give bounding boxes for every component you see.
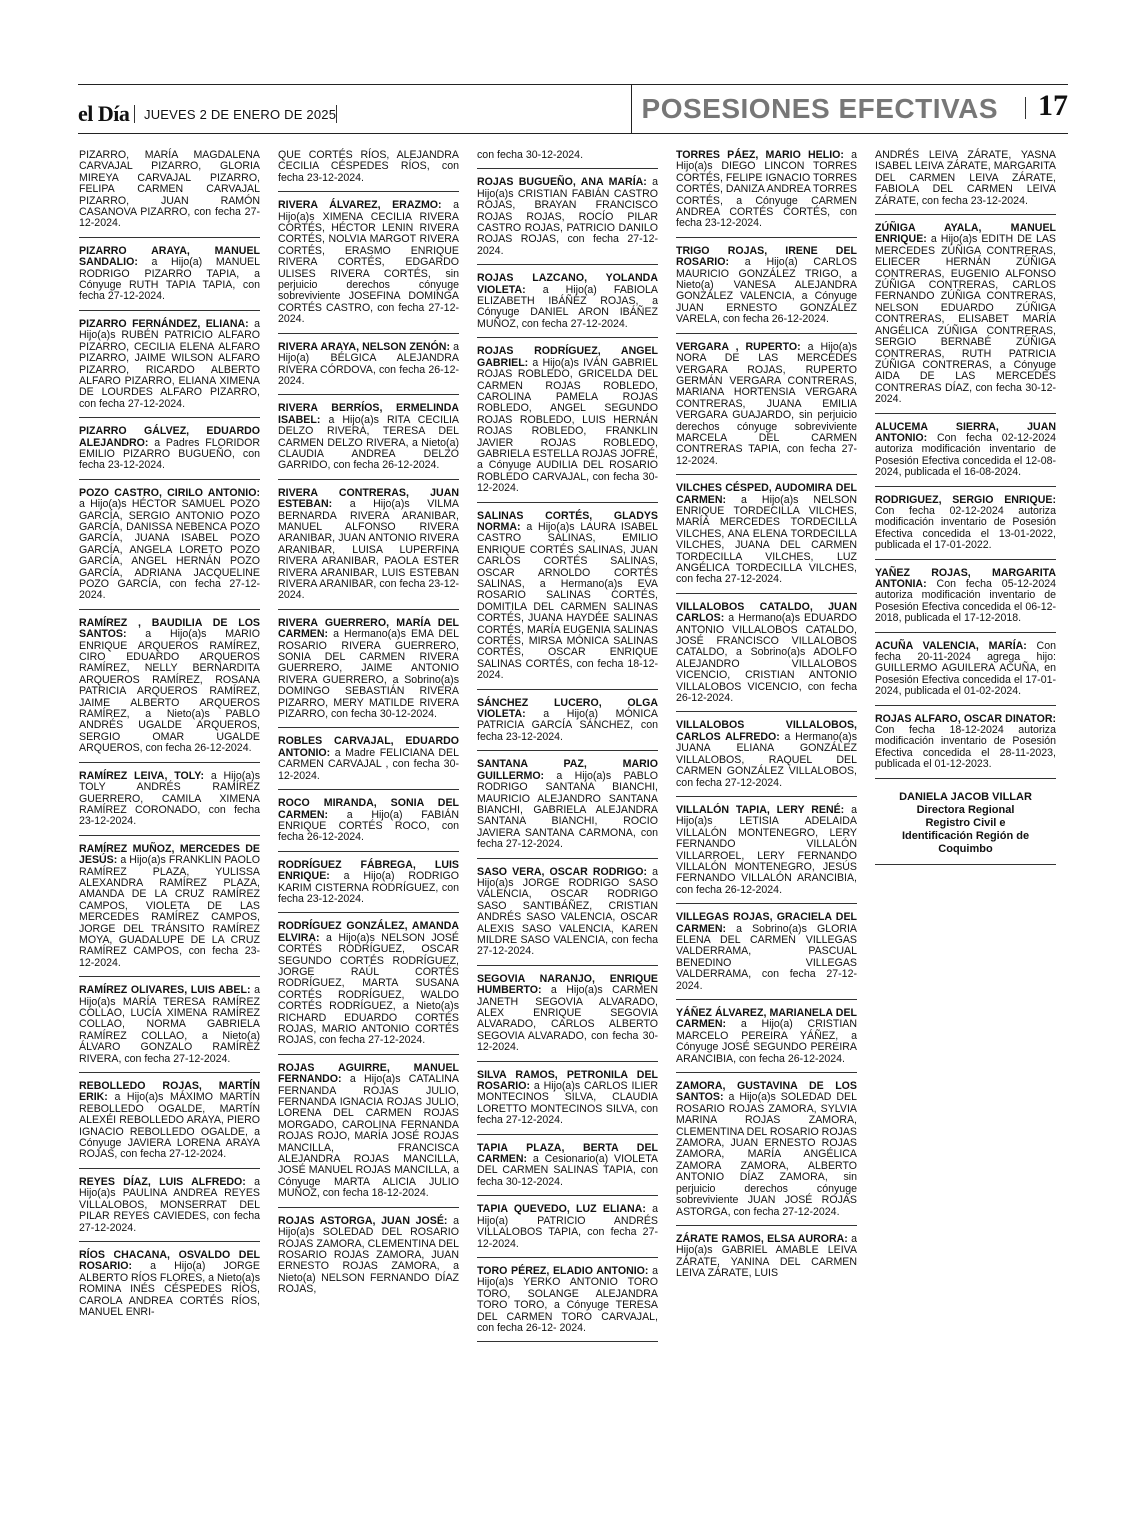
notice-column <box>79 150 260 1333</box>
deceased-name: ZÚÑIGA AYALA, MANUEL ENRIQUE: <box>875 222 1056 246</box>
deceased-name: RIVERA ARAYA, NELSON ZENÓN: <box>278 340 450 353</box>
notice-entry <box>676 150 857 238</box>
notice-entry <box>477 273 658 338</box>
notice-text: a Hijo(a)s CARLOS ILIER MONTECINOS SILVA, CLAUDIA LORETTO MONTECINOS SILVA, con fecha 27-12-2024. <box>477 1080 658 1127</box>
notice-entry <box>676 1081 857 1226</box>
deceased-name: SASO VERA, OSCAR RODRIGO: <box>477 865 648 878</box>
deceased-name: TRIGO ROJAS, IRENE DEL ROSARIO: <box>676 244 857 269</box>
deceased-name: REBOLLEDO ROJAS, MARTÍN ERIK: <box>79 1080 260 1104</box>
notice-text: a Hijo(a) FABIOLA ELIZABETH IBÁÑEZ ROJAS, a Cónyuge DANIEL ARON IBÁÑEZ MUÑOZ, con fecha 27-12-2024. <box>477 283 658 330</box>
notice-text: a Hermano(a)s EMA DEL ROSARIO RIVERA GUERRERO, SONIA DEL CARMEN RIVERA GUERRERO, JAIME ANTONIO RIVERA GUERRERO, a Sobrino(a)s DOMINGO SEBASTIÁN RIVERA PIZARRO, MERY MATILDE RIVERA PIZARRO, con fecha 30-12-2024. <box>278 628 459 721</box>
deceased-name: ROJAS AGUIRRE, MANUEL FERNANDO: <box>278 1061 459 1086</box>
deceased-name: VILLALOBOS CATALDO, JUAN CARLOS: <box>676 600 857 625</box>
notice-entry <box>79 1177 260 1242</box>
notice-text: a Hijo(a) CRISTIAN MARCELO PEREIRA YÁÑEZ, a Cónyuge JOSÉ SEGUNDO PEREIRA ARANCIBIA, con fecha 26-12-2024. <box>676 1018 857 1065</box>
notice-text: a Hijo(a)s EDITH DE LAS MERCEDES ZÚÑIGA CONTRERAS, ELIECER HERNÁN ZÚÑIGA CONTRERAS, EUGENIO ALFONSO ZÚÑIGA CONTRERAS, CARLOS FERNANDO ZÚÑIGA CONTRERAS, NELSON EDUARDO ZÚÑIGA CONTRERAS, ELISABET MARÍA ANGÉLICA ZÚÑIGA CONTRERAS, SERGIO BERNABÉ ZÚÑIGA CONTRERAS, RUTH PATRICIA ZÚÑIGA CONTRERAS, a Cónyuge AIDA DE LAS MERCEDES CONTRERAS DÍAZ, con fecha 30-12-2024. <box>875 233 1056 406</box>
notice-column <box>676 150 857 1295</box>
notice-entry <box>875 422 1056 487</box>
deceased-name: SANTANA PAZ, MARIO GUILLERMO: <box>477 758 658 782</box>
notice-text: a Hijo(a)s HÉCTOR SAMUEL POZO GARCÍA, SERGIO ANTONIO POZO GARCÍA, DANISSA NEBENCA POZO GARCÍA, JUANA ISABEL POZO GARCÍA, ANGELA LORETO POZO GARCÍA, ANGEL HERNÁN POZO GARCÍA, ADRIANA JACQUELINE POZO GARCÍA, con fecha 27-12-2024. <box>79 498 260 602</box>
notice-text: a Hijo(a)s CARMEN JANETH SEGOVIA ALVARADO, ALEX ENRIQUE SEGOVIA ALVARADO, CARLOS ALBERTO SEGOVIA ALVARADO, con fecha 30-12-2024. <box>477 984 658 1054</box>
notice-entry <box>676 912 857 1000</box>
notice-text: a Hijo(a) BÉLGICA ALEJANDRA RIVERA CÓRDOVA, con fecha 26-12-2024. <box>278 340 459 387</box>
deceased-name: YAÑEZ ROJAS, MARGARITA ANTONIA: <box>875 566 1056 590</box>
signature-block <box>875 787 1056 865</box>
deceased-name: VERGARA , RUPERTO: <box>676 340 801 353</box>
notice-entry <box>79 985 260 1073</box>
notice-text: a Hijo(a)s TOLY ANDRÉS RAMÍREZ GUERRERO, CAMILA XIMENA RAMÍREZ CORONADO, con fecha 23-12-2024. <box>79 769 260 828</box>
header-separator <box>1025 97 1026 119</box>
deceased-name: TAPIA QUEVEDO, LUZ ELIANA: <box>477 1203 646 1216</box>
notice-text: a Hermano(a)s JUANA ELIANA GONZÁLEZ VILLALOBOS, RAQUEL DEL CARMEN GONZÁLEZ VILLALOBOS, con fecha 27-12-2024. <box>676 730 857 789</box>
notice-text: a Hijo(a)s MARIO ENRIQUE ARQUEROS RAMÍREZ, CIRO EDUARDO ARQUEROS RAMÍREZ, NELLY BERNARDITA ARQUEROS RAMÍREZ, ROSANA PATRICIA ARQUEROS RAMÍREZ, JAIME ALBERTO ARQUEROS RAMÍREZ, a Nieto(a)s PABLO ANDRÉS UGALDE ARQUEROS, SERGIO OMAR UGALDE ARQUEROS, con fecha 26-12-2024. <box>79 628 260 755</box>
notice-text: PIZARRO, MARÍA MAGDALENA CARVAJAL PIZARRO, GLORIA MIREYA CARVAJAL PIZARRO, FELIPA CARMEN CARVAJAL PIZARRO, JUAN RAMÓN CASANOVA PIZARRO, con fecha 27-12-2024. <box>79 149 260 230</box>
notice-text: a Hijo(a) FABIÁN ENRIQUE CORTÉS ROCO, con fecha 26-12-2024. <box>278 808 459 844</box>
notice-entry <box>79 319 260 418</box>
notice-entry <box>477 1204 658 1258</box>
notice-text: a Sobrino(a)s GLORIA ELENA DEL CARMEN VILLEGAS VALDERRAMA, PASCUAL BENEDINO VILLEGAS VALDERRAMA, con fecha 27-12-2024. <box>676 922 857 992</box>
notice-text: a Hijo(a)s RUBÉN PATRICIO ALFARO PIZARRO, CECILIA ELENA ALFARO PIZARRO, JAIME WILSON ALFARO PIZARRO, RICARDO ALBERTO ALFARO PIZARRO, ELIANA XIMENA DE LOURDES ALFARO PIZARRO, con fecha 27-12-2024. <box>79 317 260 410</box>
notice-entry <box>79 426 260 480</box>
notice-entry <box>676 1234 857 1287</box>
notice-entry <box>278 403 459 479</box>
notice-text: a Hijo(a)s MARÍA TERESA RAMÍREZ COLLAO, LUCÍA XIMENA RAMÍREZ COLLAO, NORMA GABRIELA RAMÍREZ COLLAO, a Nieto(a) ÁLVARO GONZALO RAMÍREZ RIVERA, con fecha 27-12-2024. <box>79 984 260 1065</box>
deceased-name: RODRÍGUEZ FÁBREGA, LUIS ENRIQUE: <box>278 858 459 883</box>
notice-text: a Hijo(a)s RITA CECILIA DELZO RIVERA, TERESA DEL CARMEN DELZO RIVERA, a Nieto(a) CLAUDIA ANDREA DELZO GARRIDO, con fecha 26-12-2024. <box>278 413 459 472</box>
deceased-name: RODRIGUEZ, SERGIO ENRIQUE: <box>875 493 1056 506</box>
notice-text: a Hijo(a)s YERKO ANTONIO TORO TORO, SOLANGE ALEJANDRA TORO TORO, a Cónyuge TERESA DEL CARMEN TORO CARVAJAL, con fecha 26-12- 2024. <box>477 1264 658 1334</box>
notice-text: a Hijo(a)s CATALINA FERNANDA ROJAS JULIO, FERNANDA IGNACIA ROJAS JULIO, LORENA DEL CARMEN ROJAS MORGADO, CAROLINA FERNANDA ROJAS ROJO, MARÍA JOSÉ ROJAS MANCILLA, FRANCISCA ALEJANDRA ROJAS MANCILLA, JOSÉ MANUEL ROJAS MANCILLA, a Cónyuge MARTA ALICIA JULIO MUÑOZ, con fecha 18-12-2024. <box>278 1073 459 1200</box>
notice-entry <box>676 602 857 713</box>
header-separator <box>134 105 135 123</box>
notice-entry <box>278 150 459 192</box>
notice-text: a Hijo(a)s DIEGO LINCON TORRES CORTÉS, FELIPE IGNACIO TORRES CORTÉS, DANIZA ANDREA TORRES CORTÉS, a Cónyuge CARMEN ANDREA CORTÉS CORTÉS, con fecha 23-12-2024. <box>676 149 857 230</box>
notice-entry <box>676 342 857 475</box>
notice-text: QUE CORTÉS RÍOS, ALEJANDRA CECILIA CÉSPEDES RÍOS, con fecha 23-12-2024. <box>278 149 459 184</box>
notice-text: a Hijo(a)s LETISIA ADELAIDA VILLALÓN MONTENEGRO, LERY FERNANDO VILLALÓN VILLARROEL, LERY FERNANDO VILLALÓN MONTENEGRO, JESÚS FERNANDO VILLALÓN ARANCIBIA, con fecha 26-12-2024. <box>676 803 857 896</box>
notice-entry <box>676 805 857 904</box>
deceased-name: VILLEGAS ROJAS, GRACIELA DEL CARMEN: <box>676 911 857 935</box>
notice-entry <box>278 860 459 914</box>
deceased-name: PIZARRO ARAYA, MANUEL SANDALIO: <box>79 244 260 269</box>
notice-entry <box>477 150 658 169</box>
deceased-name: SILVA RAMOS, PETRONILA DEL ROSARIO: <box>477 1068 658 1093</box>
notice-text: Con fecha 20-11-2024 agrega hijo: GUILLERMO AGUILERA ACUÑA, en Posesión Efectiva concedida el 17-01-2024, publicada el 01-02-2024. <box>875 639 1056 698</box>
notice-text: a Hermano(a)s EDUARDO ANTONIO VILLALOBOS CATALDO, JOSÉ FRANCISCO VILLALOBOS CATALDO, a Sobrino(a)s ADOLFO ALEJANDRO VILLALOBOS VICENCIO, CRISTIAN ANTONIO VILLALOBOS VICENCIO, con fecha 26-12-2024. <box>676 612 857 705</box>
notice-entry <box>79 150 260 238</box>
deceased-name: ROJAS BUGUEÑO, ANA MARÍA: <box>477 176 647 189</box>
signature-line4: Coquimbo <box>938 842 993 855</box>
notice-entry <box>477 974 658 1062</box>
notice-entry <box>278 200 459 333</box>
notice-entry <box>477 511 658 690</box>
notice-entry <box>875 568 1056 633</box>
notice-entry <box>79 1250 260 1325</box>
notice-text: a Hijo(a)s SOLEDAD DEL ROSARIO ROJAS ZAMORA, CLEMENTINA DEL ROSARIO ROJAS ZAMORA, JUAN ERNESTO ROJAS ZAMORA, a Nieto(a) NELSON FERNANDO DÍAZ ROJAS, <box>278 1214 459 1296</box>
deceased-name: SALINAS CORTÉS, GLADYS NORMA: <box>477 509 658 533</box>
deceased-name: ZAMORA, GUSTAVINA DE LOS SANTOS: <box>676 1080 857 1104</box>
notice-text: a Hijo(a)s JORGE RODRIGO SASO VALENCIA, OSCAR RODRIGO SASO SANTIBÁÑEZ, CRISTIAN ANDRÉS SASO VALENCIA, OSCAR ALEXIS SASO VALENCIA, KAREN MILDRE SASO VALENCIA, con fecha 27-12-2024. <box>477 865 658 958</box>
deceased-name: SÁNCHEZ LUCERO, OLGA VIOLETA: <box>477 696 658 721</box>
deceased-name: RIVERA ÁLVAREZ, ERAZMO: <box>278 199 442 212</box>
deceased-name: REYES DÍAZ, LUIS ALFREDO: <box>79 1175 246 1188</box>
notice-text: Con fecha 02-12-2024 autoriza modificación inventario de Posesión Efectiva concedida el 13-01-2022, publicada el 17-01-2022. <box>875 504 1056 552</box>
notice-text: a Cesionario(a) VIOLETA DEL CARMEN SALINAS TAPIA, con fecha 30-12-2024. <box>477 1153 658 1188</box>
notice-entry <box>477 759 658 858</box>
notice-entry <box>875 714 1056 779</box>
deceased-name: ZÁRATE RAMOS, ELSA AURORA: <box>676 1232 848 1245</box>
notice-entry <box>477 1070 658 1135</box>
deceased-name: RIVERA CONTRERAS, JUAN ESTEBAN: <box>278 486 459 511</box>
notice-text: a Hijo(a) RODRIGO KARIM CISTERNA RODRÍGUEZ, con fecha 23-12-2024. <box>278 870 459 905</box>
notice-entry <box>278 488 459 610</box>
notice-text: a Hijo(a) PATRICIO ANDRÉS VILLALOBOS TAPIA, con fecha 27-12-2024. <box>477 1203 658 1250</box>
deceased-name: TAPIA PLAZA, BERTA DEL CARMEN: <box>477 1141 658 1166</box>
signature-line2: Registro Civil e <box>925 816 1006 829</box>
page-header <box>78 84 1068 134</box>
deceased-name: TORO PÉREZ, ELADIO ANTONIO: <box>477 1264 649 1277</box>
deceased-name: TORRES PÁEZ, MARIO HELIO: <box>676 149 844 161</box>
deceased-name: RIVERA GUERRERO, MARÍA DEL CARMEN: <box>278 616 459 641</box>
deceased-name: SEGOVIA NARANJO, ENRIQUE HUMBERTO: <box>477 972 658 997</box>
notice-text: a Hijo(a)s SOLEDAD DEL ROSARIO ROJAS ZAMORA, SYLVIA MARINA ROJAS ZAMORA, CLEMENTINA DEL ROSARIO ROJAS ZAMORA, JUAN ERNESTO ROJAS ZAMORA, MARÍA ANGÉLICA ZAMORA ZAMORA, ALBERTO ANTONIO DÍAZ ZAMORA, sin perjuicio derechos cónyuge sobreviviente JUAN JOSÉ ROJAS ASTORGA, con fecha 27-12-2024. <box>676 1091 857 1218</box>
notice-text: a Hijo(a) CARLOS MAURICIO GONZÁLEZ TRIGO, a Nieto(a) VANESA ALEJANDRA GONZÁLEZ VALENCIA, a Cónyuge JUAN ERNESTO GONZÁLEZ VARELA, con fecha 26-12-2024. <box>676 256 857 326</box>
deceased-name: POZO CASTRO, CIRILO ANTONIO: <box>79 486 260 499</box>
notice-text: con fecha 30-12-2024. <box>477 149 584 161</box>
notice-entry <box>875 150 1056 215</box>
deceased-name: PIZARRO GÁLVEZ, EDUARDO ALEJANDRO: <box>79 425 260 449</box>
notice-entry <box>477 346 658 502</box>
signature-line3: Identificación Región de <box>901 829 1030 842</box>
notice-entry <box>79 618 260 763</box>
deceased-name: RODRÍGUEZ GONZÁLEZ, AMANDA ELVIRA: <box>278 920 459 944</box>
notice-entry <box>79 246 260 311</box>
notice-entry <box>676 1008 857 1073</box>
section-title: POSESIONES EFECTIVAS <box>641 93 998 124</box>
signature-name: DANIELA JACOB VILLAR <box>899 790 1032 803</box>
notice-column <box>278 150 459 1311</box>
notice-entry <box>477 1143 658 1197</box>
notice-entry <box>79 488 260 610</box>
notice-entry <box>278 736 459 790</box>
notice-entry <box>278 342 459 396</box>
notice-entry <box>278 1216 459 1303</box>
notice-text: a Hijo(a)s CRISTIAN FABIÁN CASTRO ROJAS, BRAYAN FRANCISCO ROJAS ROJAS, ROCÍO PILAR CASTRO ROJAS, PATRICIO DANILO ROJAS ROJAS, con fecha 27-12-2024. <box>477 176 658 257</box>
notice-entry <box>79 1081 260 1169</box>
deceased-name: RAMÍREZ LEIVA, TOLY: <box>79 769 205 782</box>
notice-text: Con fecha 05-12-2024 autoriza modificación inventario de Posesión Efectiva concedida el 06-12-2018, publicada el 17-12-2018. <box>875 578 1056 625</box>
notice-entry <box>875 223 1056 414</box>
newspaper-logo: el Día <box>78 101 130 126</box>
notice-text: a Padres FLORIDOR EMILIO PIZARRO BUGUEÑO, con fecha 23-12-2024. <box>79 436 260 472</box>
notice-entry <box>875 495 1056 560</box>
notice-text: a Hijo(a)s XIMENA CECILIA RIVERA CORTÉS, HÉCTOR LENIN RIVERA CORTÉS, NOLVIA MARGOT RIVERA CORTÉS, ERASMO ENRIQUE RIVERA CORTÉS, EDGARDO ULISES RIVERA CORTÉS, sin perjuicio derechos cónyuge sobreviviente JOSEFINA DOMINGA CORTÉS CASTRO, con fecha 27-12-2024. <box>278 199 459 326</box>
deceased-name: RAMÍREZ , BAUDILIA DE LOS SANTOS: <box>79 616 260 641</box>
header-separator <box>336 105 337 123</box>
notice-entry <box>477 177 658 265</box>
notice-column <box>875 150 1056 865</box>
notice-text: a Hijo(a)s NORA DE LAS MERCEDES VERGARA ROJAS, RUPERTO GERMÁN VERGARA CONTRERAS, MARIANA HORTENSIA VERGARA CONTRERAS, JUANA EMILIA VERGARA GUAJARDO, sin perjuicio derechos cónyuge sobreviviente MARCELA DEL CARMEN CONTRERAS TAPIA, con fecha 27-12-2024. <box>676 340 857 467</box>
notice-text: a Hijo(a)s PABLO RODRIGO SANTANA BIANCHI, MAURICIO ALEJANDRO SANTANA BIANCHI, GABRIELA ALEJANDRA SANTANA BIANCHI, ROCIO JAVIERA SANTANA CARMONA, con fecha 27-12-2024. <box>477 769 658 851</box>
notice-entry <box>875 641 1056 706</box>
notice-text: a Hijo(a) JORGE ALBERTO RÍOS FLORES, a Nieto(a)s ROMINA INÉS CÉSPEDES RÍOS, CAROLA ANDREA CORTÉS RÍOS, MANUEL ENRI- <box>79 1260 260 1318</box>
notice-text: Con fecha 02-12-2024 autoriza modificación inventario de Posesión Efectiva concedida el 12-08-2024, publicada el 16-08-2024. <box>875 431 1056 479</box>
notice-entry <box>477 1266 658 1342</box>
deceased-name: VILLALOBOS VILLALOBOS, CARLOS ALFREDO: <box>676 719 857 743</box>
deceased-name: VILLALÓN TAPIA, LERY RENÉ: <box>676 803 845 816</box>
notice-text: a Hijo(a)s MÁXIMO MARTÍN REBOLLEDO OGALDE, MARTÍN ALEXÉI REBOLLEDO ARAYA, PIERO IGNACIO REBOLLEDO OGALDE, a Cónyuge JAVIERA LORENA ARAYA ROJAS, con fecha 27-12-2024. <box>79 1091 260 1161</box>
signature-line1: Directora Regional <box>916 803 1015 816</box>
deceased-name: ROJAS RODRÍGUEZ, ANGEL GABRIEL: <box>477 345 658 369</box>
notice-text: a Hijo(a)s PAULINA ANDREA REYES VILLALOBOS, MONSERRAT DEL PILAR REYES CAVIEDES, con fecha 27-12-2024. <box>79 1175 260 1234</box>
deceased-name: ROCO MIRANDA, SONIA DEL CARMEN: <box>278 797 459 821</box>
deceased-name: RIVERA BERRÍOS, ERMELINDA ISABEL: <box>278 402 459 426</box>
notice-text: a Hijo(a) MÓNICA PATRICIA GARCÍA SÁNCHEZ, con fecha 23-12-2024. <box>477 708 658 743</box>
page-number: 17 <box>1038 89 1068 122</box>
header-divider <box>631 85 632 133</box>
deceased-name: RAMÍREZ OLIVARES, LUIS ABEL: <box>79 984 251 997</box>
notice-column <box>477 150 658 1350</box>
deceased-name: RÍOS CHACANA, OSVALDO DEL ROSARIO: <box>79 1248 260 1273</box>
notice-entry <box>676 483 857 594</box>
notice-text: a Hijo(a)s NELSON ENRIQUE TORDECILLA VILCHES, MARÍA MERCEDES TORDECILLA VILCHES, ANA ELENA TORDECILLA VILCHES, JUANA DEL CARMEN TORDECILLA VILCHES, LUZ ANGÉLICA TORDECILLA VILCHES, con fecha 27-12-2024. <box>676 493 857 586</box>
notice-text: a Hijo(a)s NELSON JOSÉ CORTÉS RODRÍGUEZ, OSCAR SEGUNDO CORTÉS RODRÍGUEZ, JORGE RAÚL CORTÉS RODRÍGUEZ, MARTA SUSANA CORTÉS RODRÍGUEZ, WALDO CORTÉS RODRÍGUEZ, a Nieto(a)s RICHARD EDUARDO CORTÉS ROJAS, MARIO ANTONIO CORTÉS ROJAS, con fecha 27-12-2024. <box>278 931 459 1047</box>
notice-text: a Hijo(a)s IVÁN GABRIEL ROJAS ROBLEDO, GRICELDA DEL CARMEN ROJAS ROBLEDO, CAROLINA PAMELA ROJAS ROBLEDO, ANGEL SEGUNDO ROJAS ROBLEDO, LUIS HERNÁN ROJAS ROBLEDO, FRANKLIN JAVIER ROJAS ROBLEDO, GABRIELA ESTELLA ROJAS JOFRÉ, a Cónyuge AUDILIA DEL ROSARIO ROBLEDO CARVAJAL, con fecha 30-12-2024. <box>477 356 658 495</box>
notice-entry <box>477 698 658 752</box>
notice-entry <box>278 1063 459 1208</box>
deceased-name: ROJAS ASTORGA, JUAN JOSÉ: <box>278 1214 448 1227</box>
notice-text: a Hijo(a)s LAURA ISABEL CASTRO SALINAS, EMILIO ENRIQUE CORTÉS SALINAS, JUAN CARLOS CORTÉS SALINAS, OSCAR ARNOLDO CORTÉS SALINAS, a Hermano(a)s EVA ROSARIO SALINAS CORTÉS, DOMITILA DEL CARMEN SALINAS CORTÉS, JUANA HAYDÉE SALINAS CORTÉS, MARÍA EUGENIA SALINAS CORTÉS, MIRSA MÓNICA SALINAS CORTÉS, OSCAR ENRIQUE SALINAS CORTÉS, con fecha 18-12-2024. <box>477 520 658 682</box>
notice-text: ANDRÉS LEIVA ZÁRATE, YASNA ISABEL LEIVA ZÁRATE, MARGARITA DEL CARMEN LEIVA ZÁRATE, FABIOLA DEL CARMEN LEIVA ZÁRATE, con fecha 23-12-2024. <box>875 149 1056 207</box>
deceased-name: ACUÑA VALENCIA, MARÍA: <box>875 639 1027 652</box>
deceased-name: VILCHES CÉSPED, AUDOMIRA DEL CARMEN: <box>676 482 857 506</box>
deceased-name: YÁÑEZ ÁLVAREZ, MARIANELA DEL CARMEN: <box>676 1007 857 1031</box>
deceased-name: RAMÍREZ MUÑOZ, MERCEDES DE JESÚS: <box>79 842 260 867</box>
issue-date: JUEVES 2 DE ENERO DE 2025 <box>144 107 337 122</box>
notice-text: a Hijo(a)s GABRIEL AMABLE LEIVA ZÁRATE, YANINA DEL CARMEN LEIVA ZÁRATE, LUIS <box>676 1232 857 1280</box>
notice-text: a Hijo(a)s VILMA BERNARDA RIVERA ARANIBAR, MANUEL ALFONSO RIVERA ARANIBAR, JUAN ANTONIO RIVERA ARANIBAR, LUISA LUPERFINA RIVERA ARANIBAR, PAOLA ESTER RIVERA ARANIBAR, LUIS ESTEBAN RIVERA ARANIBAR, con fecha 23-12-2024. <box>278 498 459 602</box>
notice-text: a Hijo(a) MANUEL RODRIGO PIZARRO TAPIA, a Cónyuge RUTH TAPIA TAPIA, con fecha 27-12-2024. <box>79 256 260 303</box>
notice-entry <box>278 921 459 1054</box>
deceased-name: ROJAS LAZCANO, YOLANDA VIOLETA: <box>477 272 658 296</box>
notice-entry <box>278 798 459 852</box>
deceased-name: ALUCEMA SIERRA, JUAN ANTONIO: <box>875 420 1056 444</box>
notice-entry <box>278 618 459 729</box>
notice-entry <box>676 246 857 334</box>
notice-text: a Madre FELICIANA DEL CARMEN CARVAJAL , con fecha 30-12-2024. <box>278 746 459 782</box>
notice-entry <box>79 771 260 836</box>
deceased-name: PIZARRO FERNÁNDEZ, ELIANA: <box>79 317 249 330</box>
notice-entry <box>79 844 260 977</box>
deceased-name: ROBLES CARVAJAL, EDUARDO ANTONIO: <box>278 735 459 759</box>
notice-text: Con fecha 18-12-2024 autoriza modificación inventario de Posesión Efectiva concedida el 28-11-2023, publicada el 01-12-2023. <box>875 724 1056 771</box>
notice-entry <box>676 720 857 796</box>
notice-entry <box>477 867 658 966</box>
deceased-name: ROJAS ALFARO, OSCAR DINATOR: <box>875 712 1056 725</box>
notice-text: a Hijo(a)s FRANKLIN PAOLO RAMÍREZ PLAZA, YULISSA ALEXANDRA RAMÍREZ PLAZA, AMANDA DE LA CRUZ RAMÍREZ CAMPOS, VIOLETA DE LAS MERCEDES RAMÍREZ CAMPOS, JORGE DEL TRÁNSITO RAMÍREZ MOYA, GUADALUPE DE LA CRUZ RAMÍREZ CAMPOS, con fecha 23-12-2024. <box>79 854 260 969</box>
